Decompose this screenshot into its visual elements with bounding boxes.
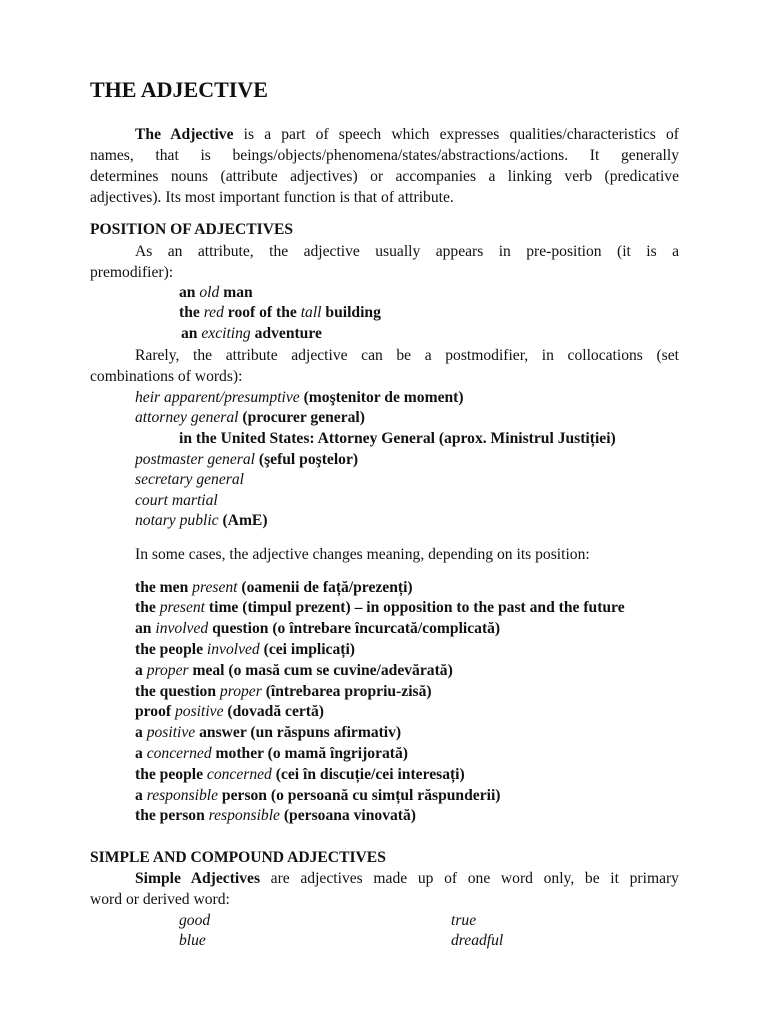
intro-lead: The Adjective: [135, 126, 234, 143]
simple-para-line-2: word or derived word:: [90, 891, 230, 908]
meaning-line: a responsible person (o persoană cu simțul răspunderii): [135, 787, 501, 804]
rare-line-1: Rarely, the attribute adjective can be a postmodifier, in collocations (set: [135, 347, 679, 364]
meaning-intro: In some cases, the adjective changes meaning, depending on its position:: [135, 546, 590, 563]
meaning-line: the men present (oamenii de față/prezenți): [135, 579, 413, 596]
meaning-line: proof positive (dovadă certă): [135, 703, 324, 720]
meaning-line: the present time (timpul prezent) – in opposition to the past and the future: [135, 599, 625, 616]
collocation-line: postmaster general (şeful poştelor): [135, 451, 359, 468]
meaning-line: a concerned mother (o mamă îngrijorată): [135, 745, 408, 762]
simple-para-line-1: Simple Adjectives are adjectives made up of one word only, be it primary: [135, 870, 679, 887]
example-line: an exciting adventure: [181, 325, 322, 342]
intro-line-4: adjectives). Its most important function is that of attribute.: [90, 189, 454, 206]
collocation-line: court martial: [135, 492, 218, 509]
page-title: THE ADJECTIVE: [90, 77, 268, 102]
word-list-item: dreadful: [451, 932, 504, 949]
meaning-line: the people concerned (cei în discuție/cei interesați): [135, 766, 465, 783]
meaning-line: the person responsible (persoana vinovată): [135, 807, 416, 824]
position-para-line-1: As an attribute, the adjective usually appears in pre-position (it is a: [135, 243, 679, 260]
simple-lead: Simple Adjectives: [135, 870, 261, 887]
example-line: an old man: [179, 284, 253, 301]
collocation-line: heir apparent/presumptive (moştenitor de moment): [135, 389, 464, 406]
word-list-item: good: [179, 912, 211, 929]
meaning-line: a positive answer (un răspuns afirmativ): [135, 724, 402, 741]
section-heading-simple-compound: SIMPLE AND COMPOUND ADJECTIVES: [90, 849, 386, 866]
meaning-line: an involved question (o întrebare încurcată/complicată): [135, 620, 501, 637]
meaning-line: a proper meal (o masă cum se cuvine/adevărată): [135, 662, 453, 679]
meaning-line: the people involved (cei implicați): [135, 641, 355, 658]
example-line: the red roof of the tall building: [179, 304, 381, 321]
word-list-item: blue: [179, 932, 206, 949]
position-para-line-2: premodifier):: [90, 264, 174, 281]
section-heading-position: POSITION OF ADJECTIVES: [90, 221, 294, 238]
collocation-line: notary public (AmE): [135, 512, 268, 529]
collocation-line: secretary general: [135, 471, 244, 488]
intro-line-1: The Adjective is a part of speech which expresses qualities/characteristics of: [135, 126, 680, 143]
rare-line-2: combinations of words):: [90, 368, 243, 385]
meaning-line: the question proper (întrebarea propriu-zisă): [135, 683, 432, 700]
intro-line-3: determines nouns (attribute adjectives) or accompanies a linking verb (predicative: [90, 168, 679, 185]
collocation-line: attorney general (procurer general): [135, 409, 365, 426]
word-list-item: true: [451, 912, 477, 929]
collocation-note: in the United States: Attorney General (aprox. Ministrul Justiției): [179, 430, 616, 447]
intro-line-2: names, that is beings/objects/phenomena/states/abstractions/actions. It generally: [90, 147, 679, 164]
